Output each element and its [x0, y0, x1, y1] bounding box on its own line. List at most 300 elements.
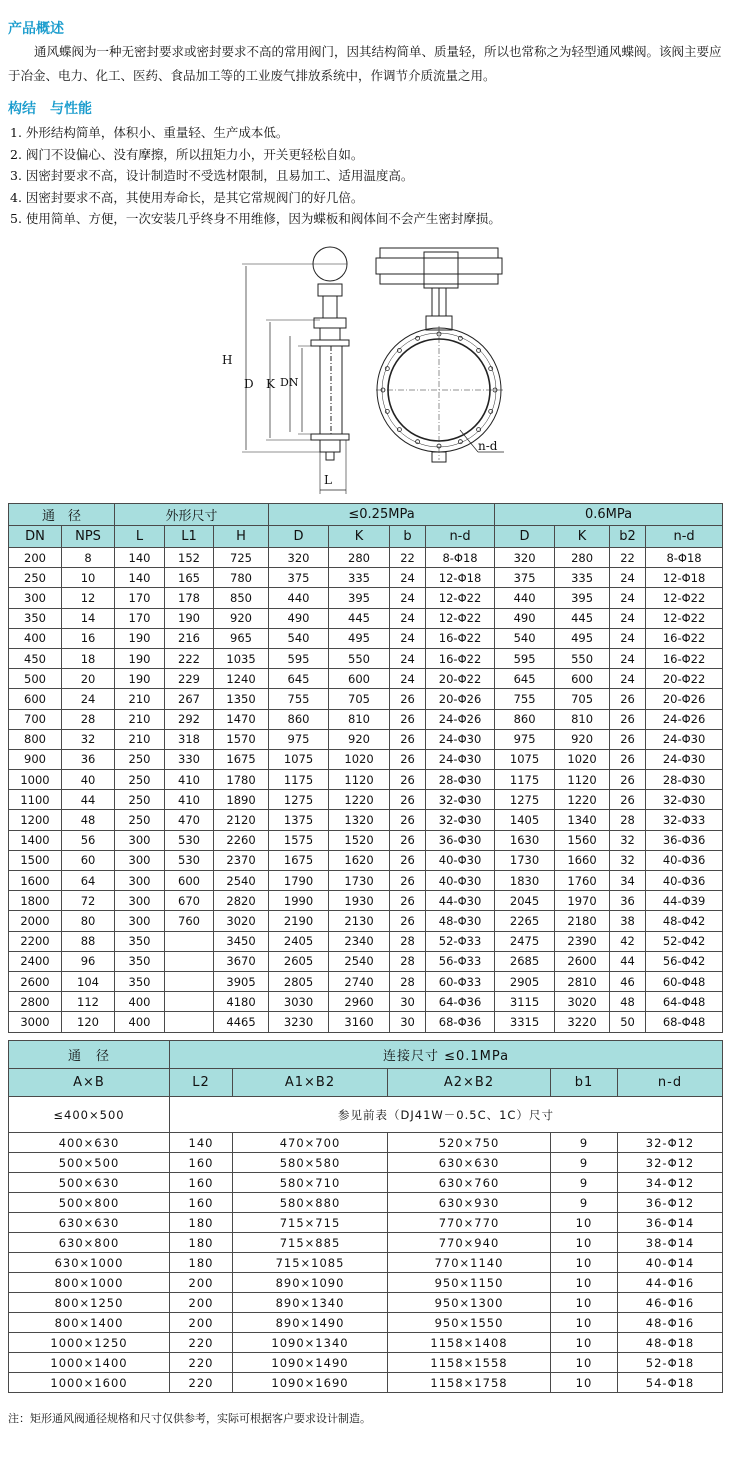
table-cell: 180 [170, 1253, 233, 1273]
table-cell: 495 [555, 628, 610, 648]
table-cell: 26 [390, 810, 426, 830]
table-cell: 52-Φ42 [646, 931, 723, 951]
table-cell: 530 [165, 850, 214, 870]
table-cell: 1470 [214, 709, 269, 729]
table-cell: 300 [115, 850, 165, 870]
table-cell: 1570 [214, 729, 269, 749]
table-cell: 2340 [329, 931, 390, 951]
table-cell: 48 [610, 992, 646, 1012]
column-header: L [115, 526, 165, 548]
table-cell: 1890 [214, 790, 269, 810]
table1-header-row-1 [9, 504, 723, 526]
table-cell: 1275 [495, 790, 555, 810]
table-cell: 9 [551, 1133, 618, 1153]
table-cell: 1760 [555, 871, 610, 891]
overview-title: 产品概述 [8, 21, 64, 37]
table-cell: 630×1000 [9, 1253, 170, 1273]
table-cell: 450 [9, 648, 62, 668]
table-cell: 975 [269, 729, 329, 749]
table-cell: 755 [269, 689, 329, 709]
table-cell: 1090×1340 [233, 1333, 388, 1353]
table-cell: 1020 [555, 749, 610, 769]
table-cell: 30 [390, 992, 426, 1012]
table-cell: 920 [214, 608, 269, 628]
table-cell: 44 [62, 790, 115, 810]
actuator-gearbox [318, 284, 342, 296]
table-cell: 60-Φ48 [646, 971, 723, 991]
table-cell: 1575 [269, 830, 329, 850]
table-cell: 56 [62, 830, 115, 850]
table-cell: 2905 [495, 971, 555, 991]
table-cell: 40-Φ36 [646, 850, 723, 870]
table-cell: 550 [329, 648, 390, 668]
table-row [9, 1012, 723, 1032]
table-cell: 267 [165, 689, 214, 709]
table-cell: 890×1090 [233, 1273, 388, 1293]
table-cell: 1600 [9, 871, 62, 891]
table-cell: 1660 [555, 850, 610, 870]
column-header: H [214, 526, 269, 548]
table-cell: 715×1085 [233, 1253, 388, 1273]
table-row [9, 648, 723, 668]
table-cell: 1500 [9, 850, 62, 870]
table-row [9, 1333, 723, 1353]
features-list [10, 122, 501, 230]
table-row [9, 1213, 723, 1233]
table-cell: 50 [610, 1012, 646, 1032]
table-cell: 490 [495, 608, 555, 628]
table-cell: 630×760 [388, 1173, 551, 1193]
table-row [9, 1253, 723, 1273]
table-cell: 1990 [269, 891, 329, 911]
table-cell: 12-Φ18 [646, 568, 723, 588]
table-cell: 42 [610, 931, 646, 951]
table-cell: 12-Φ22 [426, 588, 495, 608]
table-cell: 630×800 [9, 1233, 170, 1253]
table-cell: 32-Φ12 [618, 1153, 723, 1173]
table-row [9, 709, 723, 729]
table-cell: 16-Φ22 [646, 628, 723, 648]
table-cell: 72 [62, 891, 115, 911]
table-cell: 140 [170, 1133, 233, 1153]
table-cell: 60 [62, 850, 115, 870]
table-cell: 2370 [214, 850, 269, 870]
table-cell: 10 [551, 1353, 618, 1373]
table-cell: 2605 [269, 951, 329, 971]
table-cell: 24 [610, 608, 646, 628]
table-cell: 38 [610, 911, 646, 931]
table-cell: 22 [390, 548, 426, 568]
table-cell: 32-Φ30 [426, 810, 495, 830]
table-cell: 200 [170, 1273, 233, 1293]
table-cell: 1200 [9, 810, 62, 830]
table-cell: 36-Φ30 [426, 830, 495, 850]
table-cell: 2190 [269, 911, 329, 931]
table-cell: 1630 [495, 830, 555, 850]
table-cell: 24 [610, 628, 646, 648]
table-cell: 2260 [214, 830, 269, 850]
dim-label-k: K [266, 377, 275, 391]
table-cell: 1075 [495, 749, 555, 769]
table-row [9, 871, 723, 891]
table-cell: 445 [555, 608, 610, 628]
table-row [9, 790, 723, 810]
table-cell: 30 [390, 1012, 426, 1032]
table-cell: 670 [165, 891, 214, 911]
column-header: D [495, 526, 555, 548]
table-cell: 46-Φ16 [618, 1293, 723, 1313]
table-cell: 1830 [495, 871, 555, 891]
table-cell: 2180 [555, 911, 610, 931]
table-cell: 40 [62, 770, 115, 790]
table-cell: 10 [551, 1373, 618, 1393]
table-row [9, 1373, 723, 1393]
table-cell: 44-Φ30 [426, 891, 495, 911]
table-cell: 410 [165, 790, 214, 810]
table-row [9, 608, 723, 628]
column-header: DN [9, 526, 62, 548]
table-row [9, 1153, 723, 1173]
table-cell: 32-Φ30 [426, 790, 495, 810]
table-row [9, 749, 723, 769]
table-cell: 48-Φ42 [646, 911, 723, 931]
table-cell: 2685 [495, 951, 555, 971]
table-cell: 890×1490 [233, 1313, 388, 1333]
table-cell: 8-Φ18 [426, 548, 495, 568]
table-cell: 28 [62, 709, 115, 729]
table-cell: 1090×1490 [233, 1353, 388, 1373]
table-cell: 26 [610, 749, 646, 769]
table-cell: 32-Φ33 [646, 810, 723, 830]
table-cell: 335 [555, 568, 610, 588]
table-cell: 8-Φ18 [646, 548, 723, 568]
table-cell: 540 [269, 628, 329, 648]
table-cell: 580×580 [233, 1153, 388, 1173]
table-cell: 1000 [9, 770, 62, 790]
table-cell: 2000 [9, 911, 62, 931]
table-cell: 715×715 [233, 1213, 388, 1233]
table-cell: 36-Φ36 [646, 830, 723, 850]
table-cell: 160 [170, 1193, 233, 1213]
table-cell: 24-Φ26 [426, 709, 495, 729]
table-cell: 32-Φ30 [646, 790, 723, 810]
table-cell: 250 [115, 749, 165, 769]
table-row [9, 992, 723, 1012]
table-cell: 800×1400 [9, 1313, 170, 1333]
table-cell: 1340 [555, 810, 610, 830]
table-row [9, 588, 723, 608]
column-header: b2 [610, 526, 646, 548]
table-cell: 26 [390, 709, 426, 729]
table-cell: 48-Φ18 [618, 1333, 723, 1353]
table-cell: 24-Φ30 [426, 749, 495, 769]
table-cell: 26 [610, 729, 646, 749]
table-cell: 350 [115, 931, 165, 951]
table-cell: 410 [165, 770, 214, 790]
table-cell: 24 [390, 648, 426, 668]
table-cell: 160 [170, 1153, 233, 1173]
table-cell: 20-Φ22 [426, 669, 495, 689]
table-cell: 645 [495, 669, 555, 689]
column-header: n-d [618, 1069, 723, 1097]
table-cell: 600 [165, 871, 214, 891]
table-row [9, 971, 723, 991]
table-row [9, 891, 723, 911]
table-cell: 20 [62, 669, 115, 689]
table-cell: 88 [62, 931, 115, 951]
table-cell: 530 [165, 830, 214, 850]
table-cell: 1375 [269, 810, 329, 830]
table-cell: 2390 [555, 931, 610, 951]
table-cell: 2805 [269, 971, 329, 991]
dim-label-l: L [324, 473, 332, 487]
table-cell: 375 [495, 568, 555, 588]
table-cell: 1075 [269, 749, 329, 769]
table-cell: 48-Φ30 [426, 911, 495, 931]
overview-text: 通风蝶阀为一种无密封要求或密封要求不高的常用阀门，因其结构简单、质量轻，所以也常称之为轻型通风蝶阀。该阀主要应于冶金、电力、化工、医药、食品加工等的工业废气排放系统中，作调节介质流量之用。 [8, 44, 722, 83]
column-header: b1 [551, 1069, 618, 1097]
table-row [9, 1273, 723, 1293]
table-cell: 229 [165, 669, 214, 689]
table-cell: 200 [170, 1313, 233, 1333]
table-cell: 300 [115, 830, 165, 850]
table-cell: 1520 [329, 830, 390, 850]
table-cell: 3020 [555, 992, 610, 1012]
table-cell: 2960 [329, 992, 390, 1012]
table-cell: 26 [610, 709, 646, 729]
table-cell: 2820 [214, 891, 269, 911]
table-cell: 1158×1558 [388, 1353, 551, 1373]
table-cell: 2120 [214, 810, 269, 830]
table-row [9, 830, 723, 850]
table-cell: 500×800 [9, 1193, 170, 1213]
table-cell: 48 [62, 810, 115, 830]
table-row [9, 770, 723, 790]
actuator-cylinder [380, 248, 498, 258]
table-cell: 1120 [555, 770, 610, 790]
table-cell: 1930 [329, 891, 390, 911]
table-cell: 2540 [329, 951, 390, 971]
table-cell: 920 [329, 729, 390, 749]
table-cell: 595 [495, 648, 555, 668]
table-cell: 350 [9, 608, 62, 628]
table-cell: 10 [62, 568, 115, 588]
table-cell: 250 [9, 568, 62, 588]
table-cell: 26 [390, 911, 426, 931]
table-cell: 104 [62, 971, 115, 991]
table-cell: 44 [610, 951, 646, 971]
table-cell: 810 [329, 709, 390, 729]
table-cell: 1730 [495, 850, 555, 870]
table-row [9, 1353, 723, 1373]
table-cell: 630×930 [388, 1193, 551, 1213]
table-cell: 26 [390, 891, 426, 911]
table-cell: 178 [165, 588, 214, 608]
table-cell: 24 [610, 588, 646, 608]
table-cell: 495 [329, 628, 390, 648]
table-cell: 24 [390, 669, 426, 689]
table-cell: 40-Φ30 [426, 871, 495, 891]
table-cell: 2400 [9, 951, 62, 971]
table-cell: 9 [551, 1173, 618, 1193]
table-cell: 26 [610, 689, 646, 709]
feature-item: 5. 使用简单、方便，一次安装几乎终身不用维修，因为蝶板和阀体间不会产生密封摩损。 [10, 211, 501, 227]
table2-header-row-2 [9, 1069, 723, 1097]
table-cell: 12-Φ22 [646, 608, 723, 628]
header-bore: 通 径 [9, 1041, 170, 1069]
table-row [9, 548, 723, 568]
table-cell: 595 [269, 648, 329, 668]
column-header: K [555, 526, 610, 548]
table-cell: 292 [165, 709, 214, 729]
table-cell: 490 [269, 608, 329, 628]
table-cell: 28 [390, 951, 426, 971]
table1-header-row-2 [9, 526, 723, 548]
table-cell [165, 931, 214, 951]
feature-item: 2. 阀门不设偏心、没有摩擦，所以扭矩力小，开关更轻松自如。 [10, 146, 364, 162]
table-cell: 180 [170, 1233, 233, 1253]
table-cell: 1350 [214, 689, 269, 709]
table-cell: 26 [610, 770, 646, 790]
table-cell: 220 [170, 1353, 233, 1373]
table-cell: 210 [115, 729, 165, 749]
table-cell: 1405 [495, 810, 555, 830]
table-cell: 860 [495, 709, 555, 729]
header-connection: 连接尺寸 ≤0.1MPa [170, 1041, 723, 1069]
table-cell: 64-Φ36 [426, 992, 495, 1012]
table-cell: 330 [165, 749, 214, 769]
table-cell: 300 [115, 891, 165, 911]
table-cell: 318 [165, 729, 214, 749]
table-cell: 24-Φ30 [426, 729, 495, 749]
table-cell: 64 [62, 871, 115, 891]
table-cell: 170 [115, 588, 165, 608]
table-cell: 2540 [214, 871, 269, 891]
table-cell: 220 [170, 1373, 233, 1393]
table-cell: 10 [551, 1313, 618, 1333]
table-cell: 34 [610, 871, 646, 891]
table-cell: 280 [329, 548, 390, 568]
table-cell: 250 [115, 770, 165, 790]
table-cell: 400 [115, 1012, 165, 1032]
table-cell: 10 [551, 1273, 618, 1293]
table-cell: 18 [62, 648, 115, 668]
table-cell: 56-Φ42 [646, 951, 723, 971]
table-cell: 400 [115, 992, 165, 1012]
table-cell: 34-Φ12 [618, 1173, 723, 1193]
table-row [9, 810, 723, 830]
spec-table-round [8, 503, 723, 1033]
table-cell: 1000×1400 [9, 1353, 170, 1373]
table-cell: 800 [9, 729, 62, 749]
table-cell: 1000×1600 [9, 1373, 170, 1393]
table-cell: 165 [165, 568, 214, 588]
column-header: n-d [646, 526, 723, 548]
table-cell: 1175 [495, 770, 555, 790]
table-cell: 2600 [555, 951, 610, 971]
table-cell: 400 [9, 628, 62, 648]
table-cell: 12 [62, 588, 115, 608]
table-cell: 44-Φ16 [618, 1273, 723, 1293]
table-cell: 705 [329, 689, 390, 709]
table-cell: 1800 [9, 891, 62, 911]
table-cell: 500 [9, 669, 62, 689]
table-cell: 500×500 [9, 1153, 170, 1173]
table-row [9, 850, 723, 870]
table-row [9, 1233, 723, 1253]
table-cell: 600 [329, 669, 390, 689]
table-cell: 580×880 [233, 1193, 388, 1213]
table-cell: 24-Φ30 [646, 729, 723, 749]
dim-label-h: H [222, 353, 233, 367]
feature-item: 3. 因密封要求不高，设计制造时不受选材限制，且易加工、适用温度高。 [10, 168, 414, 184]
table-cell: 160 [170, 1173, 233, 1193]
table-cell: 250 [115, 810, 165, 830]
table-cell: 200 [9, 548, 62, 568]
table-cell: 3230 [269, 1012, 329, 1032]
table-cell: 12-Φ18 [426, 568, 495, 588]
table-cell: 440 [269, 588, 329, 608]
table-cell: 3450 [214, 931, 269, 951]
table-row [9, 628, 723, 648]
table-cell: 56-Φ33 [426, 951, 495, 971]
table-cell: 60-Φ33 [426, 971, 495, 991]
header-pressure-06: 0.6MPa [495, 504, 723, 526]
table-cell: 140 [115, 568, 165, 588]
table-cell: 780 [214, 568, 269, 588]
table-cell: 2200 [9, 931, 62, 951]
table-row [9, 689, 723, 709]
table-cell: 1400 [9, 830, 62, 850]
table-cell: 10 [551, 1213, 618, 1233]
table-cell: 1675 [269, 850, 329, 870]
table-cell: 9 [551, 1153, 618, 1173]
table-cell: 64-Φ48 [646, 992, 723, 1012]
table-cell: 26 [390, 770, 426, 790]
ref-text: 参见前表（DJ41W－0.5C、1C）尺寸 [170, 1097, 723, 1133]
table-cell: 9 [551, 1193, 618, 1213]
table-cell: 140 [115, 548, 165, 568]
table-cell: 36 [610, 891, 646, 911]
table-cell: 800×1250 [9, 1293, 170, 1313]
table-cell: 80 [62, 911, 115, 931]
table-cell: 52-Φ18 [618, 1353, 723, 1373]
table-cell: 965 [214, 628, 269, 648]
table-cell: 32 [610, 850, 646, 870]
table-cell: 26 [610, 790, 646, 810]
column-header: b [390, 526, 426, 548]
table-row [9, 911, 723, 931]
table-cell: 975 [495, 729, 555, 749]
table-cell [165, 1012, 214, 1032]
table-cell: 300 [9, 588, 62, 608]
table-cell: 40-Φ30 [426, 850, 495, 870]
dim-label-nd: n-d [478, 439, 498, 453]
table-cell: 1780 [214, 770, 269, 790]
footnote: 注：矩形通风阀通径规格和尺寸仅供参考，实际可根据客户要求设计制造。 [8, 1412, 371, 1425]
table-cell: 890×1340 [233, 1293, 388, 1313]
table-cell: 8 [62, 548, 115, 568]
table-cell: 1275 [269, 790, 329, 810]
table-cell: 112 [62, 992, 115, 1012]
table-cell: 320 [495, 548, 555, 568]
table-cell: 2740 [329, 971, 390, 991]
table-cell: 190 [115, 648, 165, 668]
table-cell: 216 [165, 628, 214, 648]
table-cell: 24 [390, 628, 426, 648]
table-cell: 20-Φ22 [646, 669, 723, 689]
table-cell: 1035 [214, 648, 269, 668]
